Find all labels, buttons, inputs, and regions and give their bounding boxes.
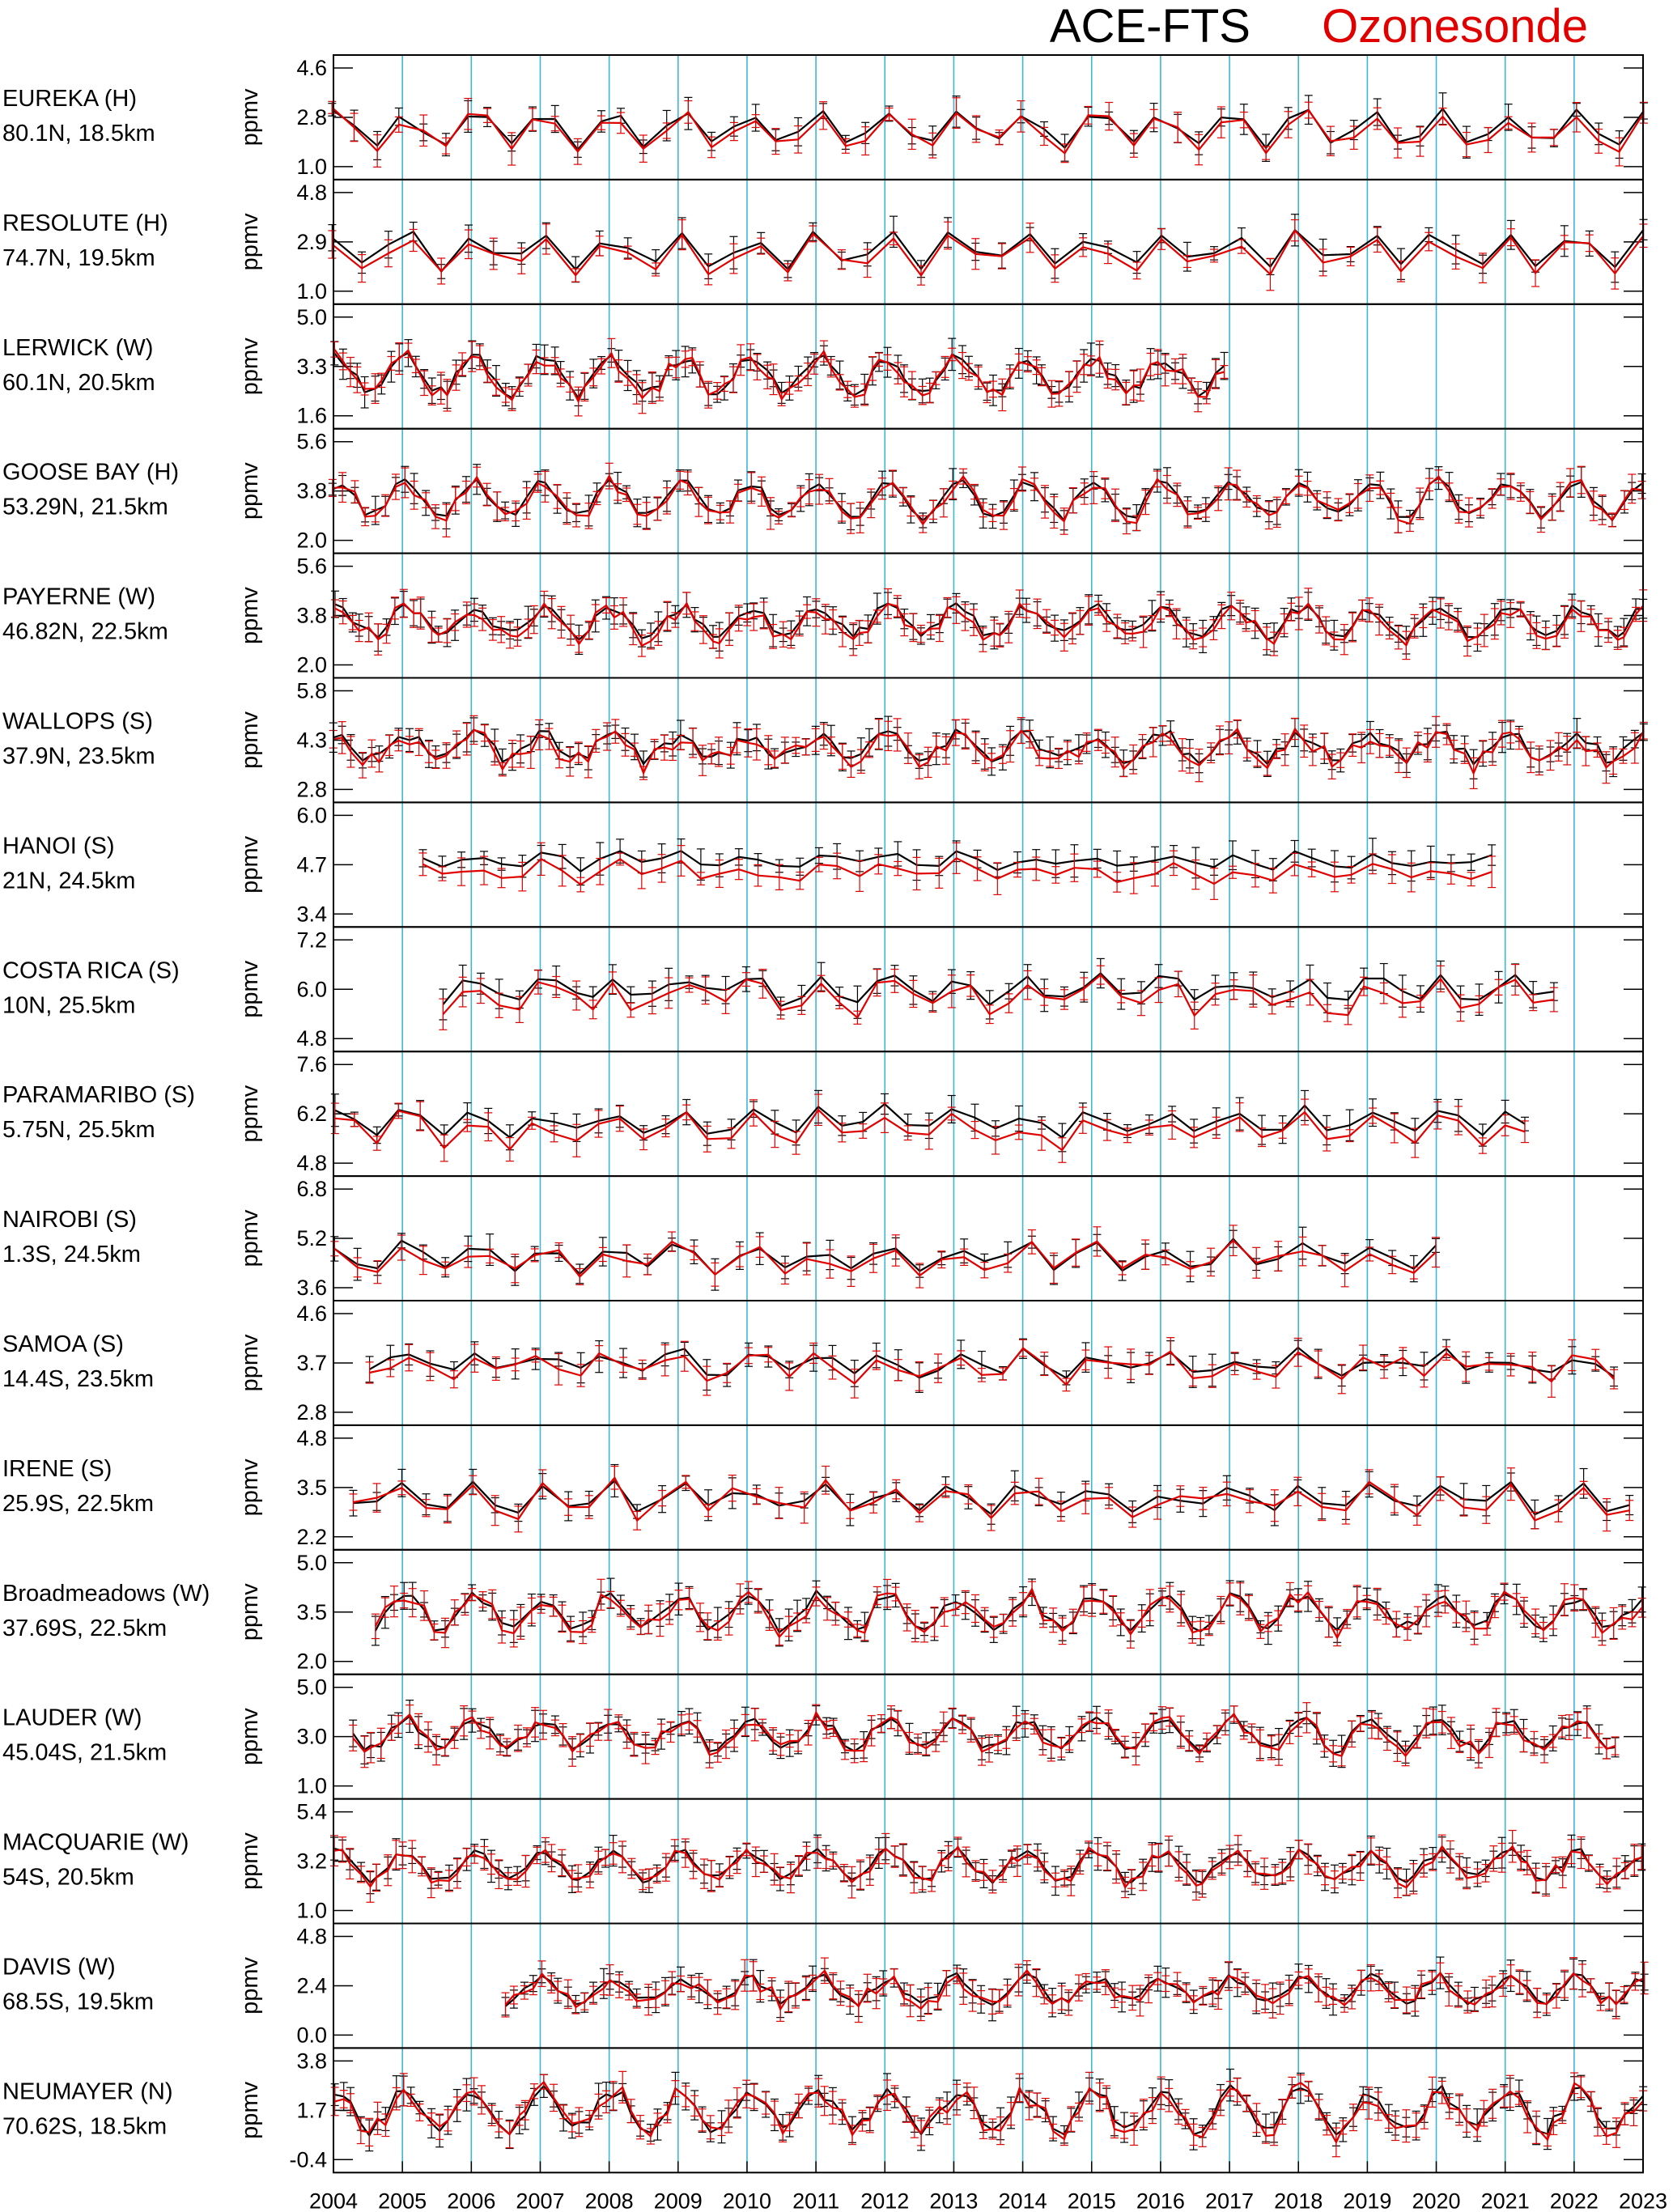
y-tick-label: 2.8: [296, 104, 327, 129]
legend-ozonesonde: Ozonesonde: [1322, 0, 1588, 53]
y-tick-label: 2.0: [296, 528, 327, 553]
station-name: COSTA RICA (S): [2, 957, 180, 984]
y-unit-label: ppmv: [237, 213, 263, 271]
station-location: 5.75N, 25.5km: [2, 1117, 155, 1144]
y-unit-label: ppmv: [237, 88, 263, 146]
y-unit-label: ppmv: [237, 462, 263, 520]
y-tick-label: 3.8: [296, 478, 327, 503]
y-tick-label: 4.7: [296, 852, 327, 877]
y-tick-label: 2.9: [296, 229, 327, 254]
y-tick-label: 6.0: [296, 977, 327, 1002]
y-tick-label: 6.0: [296, 803, 327, 828]
y-tick-label: 4.8: [296, 180, 327, 205]
station-name: LERWICK (W): [2, 334, 154, 361]
station-location: 21N, 24.5km: [2, 868, 136, 894]
y-tick-label: 1.0: [296, 278, 327, 304]
y-tick-label: 2.0: [296, 652, 327, 677]
station-location: 10N, 25.5km: [2, 992, 136, 1019]
y-tick-label: 3.4: [296, 902, 327, 927]
y-tick-label: 4.6: [296, 56, 327, 80]
station-location: 53.29N, 21.5km: [2, 494, 168, 520]
y-tick-label: 2.8: [296, 777, 327, 802]
station-name: PARAMARIBO (S): [2, 1082, 195, 1109]
station-name: GOOSE BAY (H): [2, 459, 180, 486]
y-tick-label: 5.0: [296, 304, 327, 329]
y-tick-label: 4.8: [296, 1026, 327, 1051]
y-tick-label: 5.6: [296, 429, 327, 454]
station-location: 74.7N, 19.5km: [2, 244, 155, 271]
legend-ace-fts: ACE-FTS: [1049, 0, 1251, 53]
station-name: WALLOPS (S): [2, 708, 153, 735]
y-tick-label: 5.6: [296, 554, 327, 579]
station-location: 60.1N, 20.5km: [2, 369, 155, 396]
station-location: 46.82N, 22.5km: [2, 618, 168, 645]
station-name: PAYERNE (W): [2, 584, 156, 610]
y-unit-label: ppmv: [237, 587, 263, 645]
station-name: HANOI (S): [2, 833, 115, 860]
station-location: 37.9N, 23.5km: [2, 743, 155, 770]
y-tick-label: 3.3: [296, 354, 327, 379]
y-tick-label: 4.3: [296, 728, 327, 753]
y-tick-label: 4.8: [296, 1151, 327, 1176]
station-name: RESOLUTE (H): [2, 210, 168, 236]
y-unit-label: ppmv: [237, 1085, 263, 1143]
y-unit-label: ppmv: [237, 711, 263, 769]
station-location: 80.1N, 18.5km: [2, 121, 155, 146]
station-name: EUREKA (H): [2, 86, 137, 112]
y-tick-label: 5.8: [296, 678, 327, 703]
y-unit-label: ppmv: [237, 835, 263, 894]
y-unit-label: ppmv: [237, 338, 263, 396]
y-tick-label: 3.8: [296, 603, 327, 628]
y-tick-label: 7.6: [296, 1052, 327, 1077]
y-tick-label: 1.6: [296, 403, 327, 428]
y-unit-label: ppmv: [237, 960, 263, 1018]
y-tick-label: 1.0: [296, 154, 327, 179]
y-tick-label: 6.2: [296, 1102, 327, 1127]
y-tick-label: 7.2: [296, 928, 327, 953]
